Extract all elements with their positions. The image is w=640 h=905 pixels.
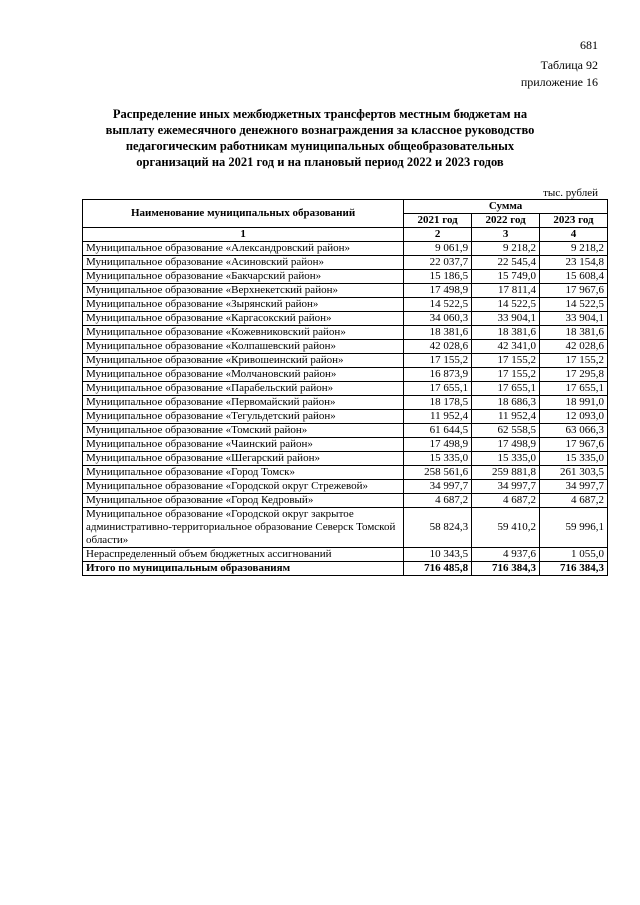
value-2021: 10 343,5 (404, 548, 472, 562)
municipality-name: Муниципальное образование «Томский район» (83, 424, 404, 438)
value-2021: 16 873,9 (404, 368, 472, 382)
table-row (83, 270, 608, 284)
table-row (83, 410, 608, 424)
header-year-2022: 2022 год (472, 214, 540, 228)
value-2022: 4 937,6 (472, 548, 540, 562)
table-row (83, 312, 608, 326)
document-title: Распределение иных межбюджетных трансфертов местным бюджетам на выплату ежемесячного денежного вознаграждения за классное руководство педагогическим работникам муниципальных общеобразовательных организаций на 2021 год и на плановый период 2022 и 2023 годов (105, 107, 535, 169)
table-row (83, 242, 608, 256)
value-2023: 59 996,1 (540, 508, 608, 548)
units-label: тыс. рублей (543, 187, 598, 199)
total-2023: 716 384,3 (540, 562, 608, 576)
value-2023: 4 687,2 (540, 494, 608, 508)
table-row (83, 354, 608, 368)
value-2023: 18 991,0 (540, 396, 608, 410)
value-2023: 15 608,4 (540, 270, 608, 284)
table-row (83, 396, 608, 410)
municipality-name: Нераспределенный объем бюджетных ассигнований (83, 548, 404, 562)
value-2022: 17 155,2 (472, 368, 540, 382)
table-row (83, 494, 608, 508)
value-2021: 17 498,9 (404, 438, 472, 452)
municipality-name: Муниципальное образование «Колпашевский район» (83, 340, 404, 354)
value-2022: 4 687,2 (472, 494, 540, 508)
total-2022: 716 384,3 (472, 562, 540, 576)
value-2022: 9 218,2 (472, 242, 540, 256)
table-row (83, 368, 608, 382)
value-2021: 58 824,3 (404, 508, 472, 548)
value-2021: 17 655,1 (404, 382, 472, 396)
page-number: 681 (580, 38, 598, 52)
value-2021: 18 381,6 (404, 326, 472, 340)
value-2023: 34 997,7 (540, 480, 608, 494)
column-number: 4 (540, 228, 608, 242)
value-2021: 17 155,2 (404, 354, 472, 368)
value-2023: 42 028,6 (540, 340, 608, 354)
value-2022: 14 522,5 (472, 298, 540, 312)
municipality-name: Муниципальное образование «Парабельский район» (83, 382, 404, 396)
header-name: Наименование муниципальных образований (83, 200, 404, 228)
municipality-name: Муниципальное образование «Кривошеинский район» (83, 354, 404, 368)
value-2022: 34 997,7 (472, 480, 540, 494)
table-row (83, 438, 608, 452)
budget-table (82, 199, 608, 576)
table-body (83, 242, 608, 562)
municipality-name: Муниципальное образование «Городской округ закрытое административно-территориальное образование Северск Томской области» (83, 508, 404, 548)
value-2021: 14 522,5 (404, 298, 472, 312)
value-2022: 17 155,2 (472, 354, 540, 368)
value-2022: 17 498,9 (472, 438, 540, 452)
table-row (83, 326, 608, 340)
value-2021: 18 178,5 (404, 396, 472, 410)
table-row (83, 480, 608, 494)
table-row (83, 466, 608, 480)
value-2022: 18 381,6 (472, 326, 540, 340)
municipality-name: Муниципальное образование «Каргасокский район» (83, 312, 404, 326)
value-2023: 1 055,0 (540, 548, 608, 562)
column-number: 1 (83, 228, 404, 242)
municipality-name: Муниципальное образование «Город Томск» (83, 466, 404, 480)
value-2023: 33 904,1 (540, 312, 608, 326)
value-2021: 61 644,5 (404, 424, 472, 438)
value-2022: 42 341,0 (472, 340, 540, 354)
value-2023: 17 967,6 (540, 284, 608, 298)
municipality-name: Муниципальное образование «Молчановский район» (83, 368, 404, 382)
table-row (83, 424, 608, 438)
value-2023: 261 303,5 (540, 466, 608, 480)
municipality-name: Муниципальное образование «Первомайский район» (83, 396, 404, 410)
total-2021: 716 485,8 (404, 562, 472, 576)
header-sum: Сумма (404, 200, 608, 214)
municipality-name: Муниципальное образование «Город Кедровый» (83, 494, 404, 508)
value-2021: 34 997,7 (404, 480, 472, 494)
municipality-name: Муниципальное образование «Асиновский район» (83, 256, 404, 270)
table-row (83, 256, 608, 270)
value-2023: 17 967,6 (540, 438, 608, 452)
total-label: Итого по муниципальным образованиям (83, 562, 404, 576)
column-number-row (83, 228, 608, 242)
value-2021: 9 061,9 (404, 242, 472, 256)
table-label: Таблица 92 (540, 58, 598, 72)
value-2021: 22 037,7 (404, 256, 472, 270)
value-2022: 15 749,0 (472, 270, 540, 284)
value-2022: 62 558,5 (472, 424, 540, 438)
value-2022: 259 881,8 (472, 466, 540, 480)
column-number: 3 (472, 228, 540, 242)
value-2023: 12 093,0 (540, 410, 608, 424)
appendix-label: приложение 16 (520, 75, 598, 89)
value-2023: 15 335,0 (540, 452, 608, 466)
value-2023: 17 155,2 (540, 354, 608, 368)
header-year-2021: 2021 год (404, 214, 472, 228)
value-2022: 18 686,3 (472, 396, 540, 410)
value-2021: 4 687,2 (404, 494, 472, 508)
value-2022: 59 410,2 (472, 508, 540, 548)
table-row (83, 452, 608, 466)
value-2021: 258 561,6 (404, 466, 472, 480)
value-2021: 42 028,6 (404, 340, 472, 354)
municipality-name: Муниципальное образование «Александровский район» (83, 242, 404, 256)
municipality-name: Муниципальное образование «Зырянский район» (83, 298, 404, 312)
value-2022: 17 811,4 (472, 284, 540, 298)
value-2021: 17 498,9 (404, 284, 472, 298)
municipality-name: Муниципальное образование «Шегарский район» (83, 452, 404, 466)
municipality-name: Муниципальное образование «Бакчарский район» (83, 270, 404, 284)
value-2022: 17 655,1 (472, 382, 540, 396)
value-2023: 17 655,1 (540, 382, 608, 396)
value-2022: 11 952,4 (472, 410, 540, 424)
value-2022: 15 335,0 (472, 452, 540, 466)
table-row (83, 284, 608, 298)
value-2022: 33 904,1 (472, 312, 540, 326)
municipality-name: Муниципальное образование «Городской округ Стрежевой» (83, 480, 404, 494)
value-2023: 18 381,6 (540, 326, 608, 340)
total-row (83, 562, 608, 576)
table-row (83, 340, 608, 354)
column-number: 2 (404, 228, 472, 242)
municipality-name: Муниципальное образование «Тегульдетский район» (83, 410, 404, 424)
value-2021: 34 060,3 (404, 312, 472, 326)
table-row (83, 382, 608, 396)
table-row (83, 548, 608, 562)
table-row (83, 508, 608, 548)
value-2021: 15 335,0 (404, 452, 472, 466)
value-2022: 22 545,4 (472, 256, 540, 270)
municipality-name: Муниципальное образование «Чаинский район» (83, 438, 404, 452)
municipality-name: Муниципальное образование «Верхнекетский район» (83, 284, 404, 298)
value-2023: 9 218,2 (540, 242, 608, 256)
header-year-2023: 2023 год (540, 214, 608, 228)
value-2023: 17 295,8 (540, 368, 608, 382)
value-2023: 14 522,5 (540, 298, 608, 312)
value-2021: 15 186,5 (404, 270, 472, 284)
value-2021: 11 952,4 (404, 410, 472, 424)
table-row (83, 298, 608, 312)
value-2023: 23 154,8 (540, 256, 608, 270)
value-2023: 63 066,3 (540, 424, 608, 438)
municipality-name: Муниципальное образование «Кожевниковский район» (83, 326, 404, 340)
